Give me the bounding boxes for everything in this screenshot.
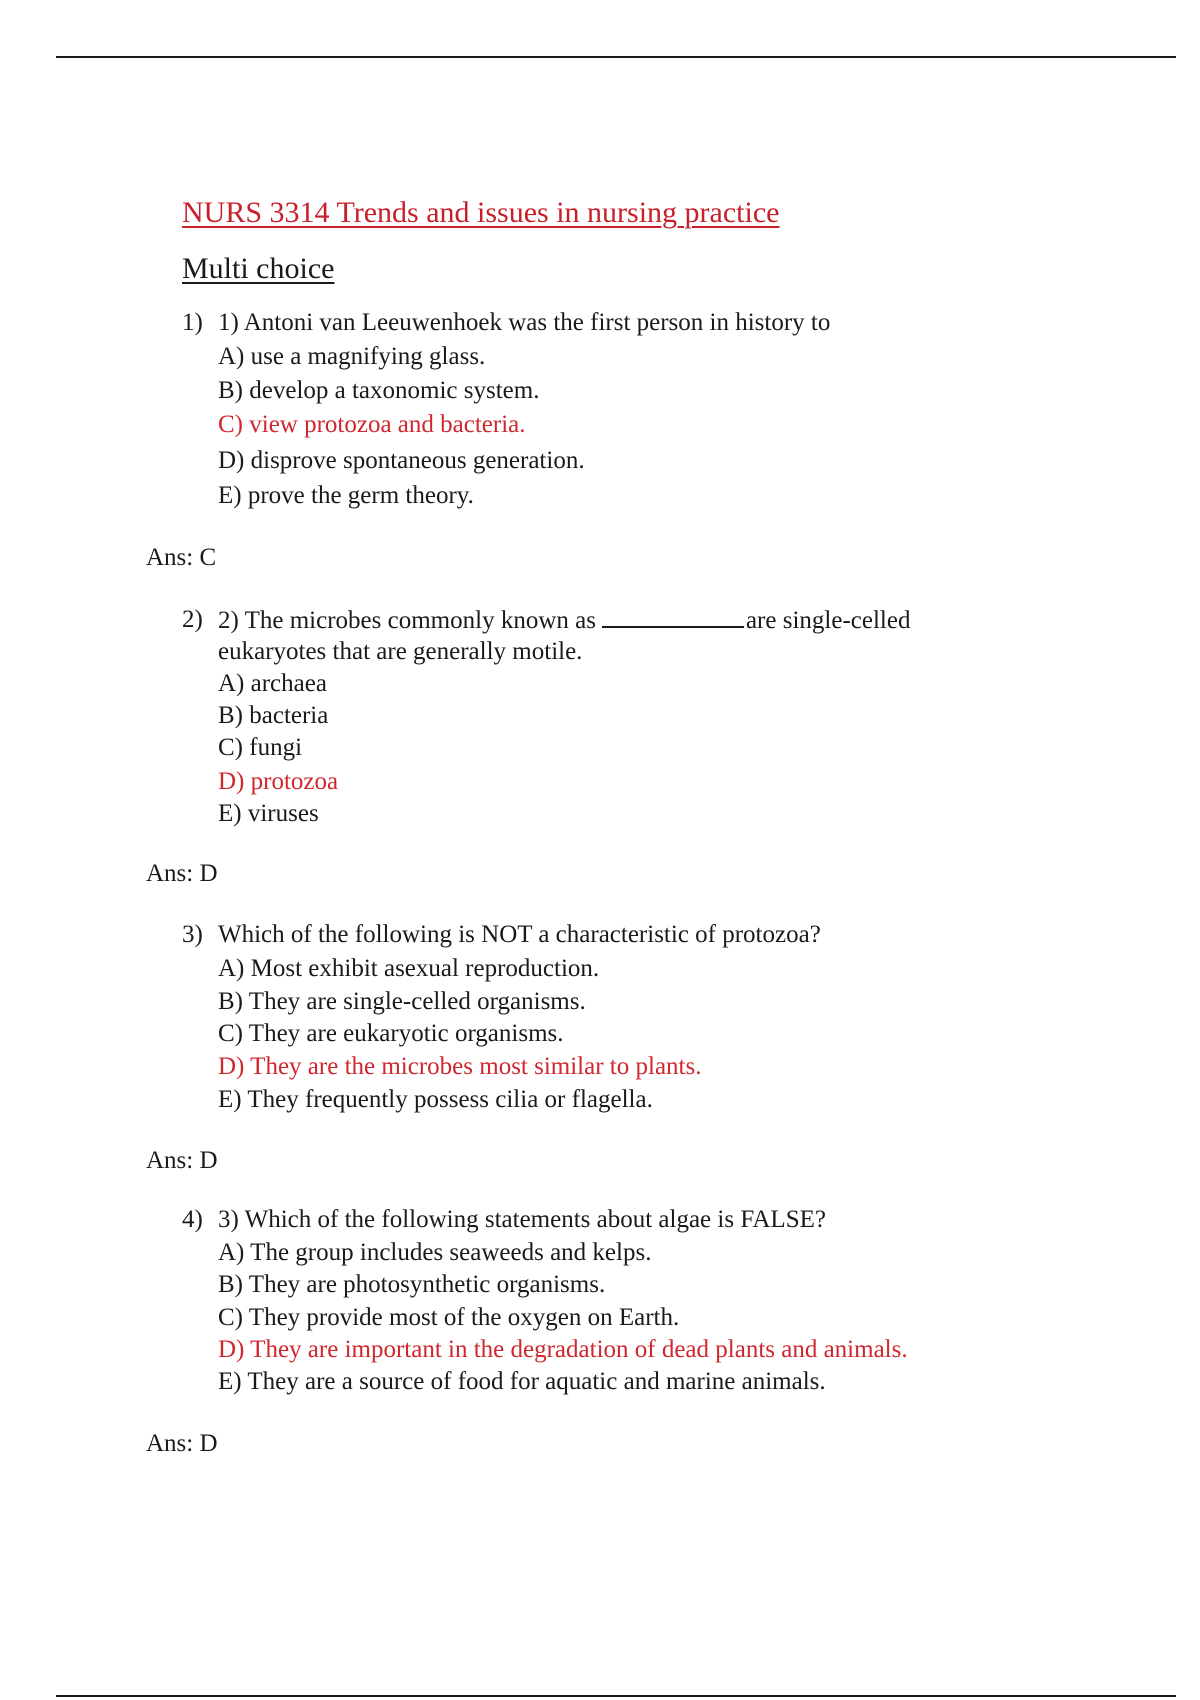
question-text: 3) Which of the following statements about algae is FALSE?	[218, 1206, 826, 1233]
option-e: E) They are a source of food for aquatic and marine animals.	[218, 1368, 826, 1395]
question-text-line-2: eukaryotes that are generally motile.	[218, 638, 583, 665]
question-text: Which of the following is NOT a characteristic of protozoa?	[218, 921, 821, 948]
top-rule	[56, 56, 1176, 58]
question-number: 2)	[182, 606, 203, 633]
question-text: 1) Antoni van Leeuwenhoek was the first person in history to	[218, 309, 831, 336]
question-number: 3)	[182, 921, 203, 948]
option-d-correct: D) protozoa	[218, 768, 339, 795]
answer-key: Ans: D	[146, 1430, 218, 1457]
option-a: A) The group includes seaweeds and kelps.	[218, 1239, 652, 1266]
question-number: 4)	[182, 1206, 203, 1233]
option-b: B) develop a taxonomic system.	[218, 377, 540, 404]
option-c: C) They are eukaryotic organisms.	[218, 1020, 564, 1047]
question-text	[218, 606, 910, 635]
section-heading: Multi choice	[182, 252, 335, 285]
answer-key: Ans: D	[146, 1147, 218, 1174]
option-c-correct: C) view protozoa and bacteria.	[218, 411, 526, 438]
option-b: B) They are photosynthetic organisms.	[218, 1271, 606, 1298]
option-d-correct: D) They are important in the degradation of dead plants and animals.	[218, 1336, 908, 1363]
option-a: A) use a magnifying glass.	[218, 343, 486, 370]
question-text-before-blank: 2) The microbes commonly known as	[218, 607, 596, 634]
option-b: B) bacteria	[218, 702, 329, 729]
bottom-rule	[56, 1695, 1176, 1697]
option-a: A) archaea	[218, 670, 327, 697]
fill-in-blank	[602, 606, 744, 628]
answer-key: Ans: D	[146, 860, 218, 887]
option-c: C) fungi	[218, 734, 303, 761]
option-c: C) They provide most of the oxygen on Earth.	[218, 1304, 680, 1331]
option-e: E) They frequently possess cilia or flagella.	[218, 1086, 653, 1113]
option-a: A) Most exhibit asexual reproduction.	[218, 955, 600, 982]
option-b: B) They are single-celled organisms.	[218, 988, 586, 1015]
option-e: E) prove the germ theory.	[218, 482, 474, 509]
option-d-correct: D) They are the microbes most similar to plants.	[218, 1053, 702, 1080]
question-number: 1)	[182, 309, 203, 336]
option-e: E) viruses	[218, 800, 319, 827]
question-text-after-blank: are single-celled	[745, 607, 911, 634]
option-d: D) disprove spontaneous generation.	[218, 447, 585, 474]
answer-key: Ans: C	[146, 544, 217, 571]
document-title: NURS 3314 Trends and issues in nursing practice	[182, 196, 780, 229]
